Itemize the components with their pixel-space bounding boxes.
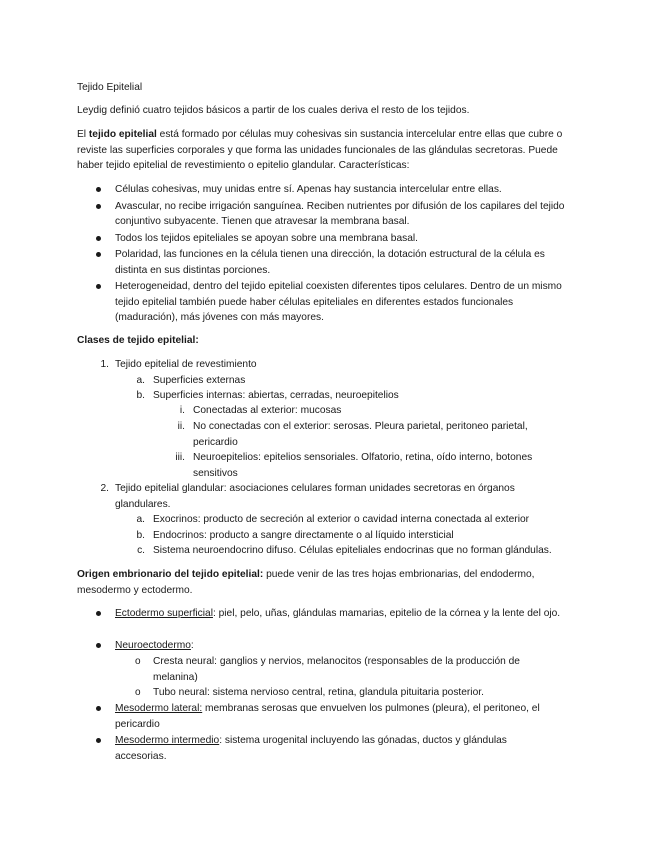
definition-pre: El — [77, 129, 89, 140]
clase-item-1biii: iii. Neuroepitelios: epitelios sensoriales. Olfatorio, retina, oído interno, botones sensitivos — [175, 452, 533, 479]
origen-item-neuroectodermo: Neuroectodermo: — [115, 638, 570, 654]
clase-item-2a: a. Exocrinos: producto de secreción al exterior o cavidad interna conectada al exterior — [136, 514, 530, 525]
definition-post: está formado por células muy cohesivas sin sustancia intercelular entre ellas que cubre o reviste las superficies corporales y que forma las unidades funcionales de las glándulas secretoras. Puede haber tejido epitelial de revestimiento o epitelio glandular. Características: — [77, 129, 563, 171]
clase-item-2b: b. Endocrinos: producto a sangre directamente o al líquido intersticial — [136, 530, 454, 541]
list-item: Todos los tejidos epiteliales se apoyan sobre una membrana basal. — [115, 231, 567, 247]
origen-item-mesodermo-intermedio: Mesodermo intermedio: sistema urogenital incluyendo las gónadas, ductos y glándulas accesorias. — [115, 733, 535, 764]
clase-item-1a: a. Superficies externas — [136, 375, 246, 386]
origen-item-mesodermo-lateral: Mesodermo lateral: membranas serosas que envuelven los pulmones (pleura), el peritoneo, el pericardio — [115, 701, 570, 732]
clase-item-1b: b. Superficies internas: abiertas, cerradas, neuroepitelios — [136, 390, 399, 401]
clase-item-1: 1. Tejido epitelial de revestimiento — [100, 359, 257, 370]
clase-item-1bi: i. Conectadas al exterior: mucosas — [179, 405, 342, 416]
circle-bullet-icon: o — [135, 656, 141, 667]
bullet-icon — [96, 187, 101, 192]
origen-subitem-cresta: o Cresta neural: ganglios y nervios, melanocitos (responsables de la producción de melanina) — [135, 656, 520, 683]
bullet-icon — [96, 706, 101, 711]
origen-item-ectodermo: Ectodermo superficial: piel, pelo, uñas, glándulas mamarias, epitelio de la córnea y la lente del ojo. — [115, 606, 570, 622]
bullet-icon — [96, 611, 101, 616]
bullet-icon — [96, 204, 101, 209]
list-item: Polaridad, las funciones en la célula tienen una dirección, la dotación estructural de la célula es distinta en sus distintas porciones. — [115, 247, 567, 278]
bullet-icon — [96, 284, 101, 289]
clases-heading: Clases de tejido epitelial: — [77, 335, 199, 346]
definition-term: tejido epitelial — [88, 129, 157, 140]
bullet-icon — [96, 252, 101, 257]
bullet-icon — [96, 236, 101, 241]
origen-paragraph: Origen embrionario del tejido epitelial: puede venir de las tres hojas embrionarias, del endodermo, mesodermo y ectodermo. — [77, 569, 535, 596]
list-item: Células cohesivas, muy unidas entre sí. Apenas hay sustancia intercelular entre ellas. — [115, 182, 567, 198]
intro-paragraph: Leydig definió cuatro tejidos básicos a partir de los cuales deriva el resto de los tejidos. — [77, 105, 470, 116]
list-item: Avascular, no recibe irrigación sanguínea. Reciben nutrientes por difusión de los capilares del tejido conjuntivo subyacente. Tienen que atravesar la membrana basal. — [115, 199, 567, 230]
circle-bullet-icon: o — [135, 687, 141, 698]
list-item: Heterogeneidad, dentro del tejido epitelial coexisten diferentes tipos celulares. Dentro de un mismo tejido epitelial también puede haber células epiteliales en diferentes estados funcionales (maduración), más jóvenes con más mayores. — [115, 279, 567, 326]
bullet-icon — [96, 738, 101, 743]
clase-item-2: 2. Tejido epitelial glandular: asociaciones celulares forman unidades secretoras en órganos glandulares. — [100, 483, 515, 510]
clase-item-1bii: ii. No conectadas con el exterior: serosas. Pleura parietal, peritoneo parietal, pericardio — [177, 421, 528, 448]
origen-subitem-tubo: o Tubo neural: sistema nervioso central, retina, glandula pituitaria posterior. — [153, 685, 553, 701]
bullet-icon — [96, 643, 101, 648]
document-title: Tejido Epitelial — [77, 82, 143, 93]
clase-item-2c: c. Sistema neuroendocrino difuso. Células epiteliales endocrinas que no forman glándulas. — [137, 545, 552, 556]
characteristics-list — [115, 182, 567, 326]
definition-paragraph — [77, 127, 582, 174]
